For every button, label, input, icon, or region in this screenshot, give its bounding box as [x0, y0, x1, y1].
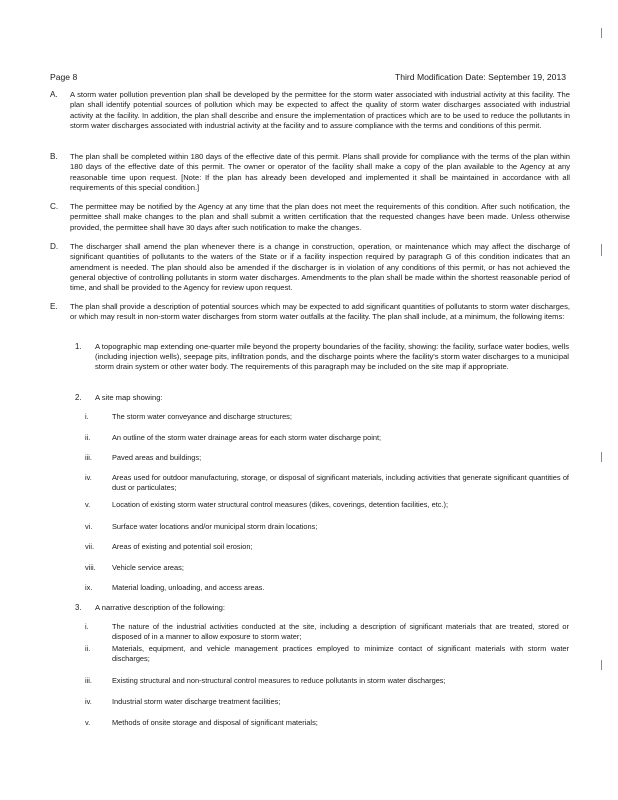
item-text: Vehicle service areas; — [112, 563, 184, 572]
scan-artifact — [601, 244, 602, 256]
item-number: ii. — [85, 644, 91, 653]
item-number: iv. — [85, 473, 92, 482]
item-number: v. — [85, 500, 91, 509]
section-marker: E. — [50, 302, 58, 311]
item-text: Methods of onsite storage and disposal of significant materials; — [112, 718, 318, 727]
item-number: 3. — [75, 603, 82, 612]
item-text: An outline of the storm water drainage areas for each storm water discharge point; — [112, 433, 382, 442]
item-text: Paved areas and buildings; — [112, 453, 202, 462]
item-number: vi. — [85, 522, 93, 531]
item-text: The nature of the industrial activities conducted at the site, including a description of significant materials that are treated, stored or disposed of in a manner to allow exposure to storm water; — [112, 622, 569, 642]
item-text: Materials, equipment, and vehicle management practices employed to minimize contact of significant materials with storm water discharges; — [112, 644, 569, 664]
item-text: Existing structural and non-structural control measures to reduce pollutants in storm water discharges; — [112, 676, 446, 685]
section-marker: C. — [50, 202, 59, 211]
item-text: Location of existing storm water structural control measures (dikes, coverings, detention facilities, etc.); — [112, 500, 449, 509]
item-number: i. — [85, 622, 89, 631]
section-text: The plan shall provide a description of potential sources which may be expected to add significant quantities of pollutants to storm water discharges, or which may result in non-storm water discharges from storm water outfalls at the facility. The plan shall include, at a minimum, the following items: — [70, 302, 570, 322]
item-number: i. — [85, 412, 89, 421]
section-marker: D. — [50, 242, 59, 251]
item-text: A site map showing: — [95, 393, 163, 402]
item-number: ix. — [85, 583, 93, 592]
item-text: Material loading, unloading, and access areas. — [112, 583, 265, 592]
item-number: 2. — [75, 393, 82, 402]
section-text: A storm water pollution prevention plan shall be developed by the permittee for the storm water associated with industrial activity at this facility. The plan shall identify potential sources of pollution which may be expected to affect the quality of storm water discharges associated with industrial activity at the facility. In addition, the plan shall describe and ensure the implementation of practices which are to be used to reduce the pollutants in storm water discharges associated with industrial activity at the facility and to assure compliance with the terms and conditions of this permit. — [70, 90, 570, 130]
item-number: v. — [85, 718, 91, 727]
item-text: Industrial storm water discharge treatment facilities; — [112, 697, 281, 706]
item-number: viii. — [85, 563, 96, 572]
section-text: The permittee may be notified by the Agency at any time that the plan does not meet the requirements of this condition. After such notification, the permittee shall make changes to the plan and shall submit a written certification that the requested changes have been made. Unless otherwise provided, the permittee shall have 30 days after such notification to make the changes. — [70, 202, 570, 232]
item-text: Areas used for outdoor manufacturing, storage, or disposal of significant materials, including activities that generate significant quantities of dust or particulates; — [112, 473, 569, 493]
section-text: The discharger shall amend the plan whenever there is a change in construction, operation, or maintenance which may affect the discharge of significant quantities of pollutants to the waters of the State or if a facility inspection required by paragraph G of this condition indicates that an amendment is needed. The plan should also be amended if the discharger is in violation of any conditions of this permit, or has not achieved the general objective of controlling pollutants in storm water discharges. Amendments to the plan shall be made within the shortest reasonable period of time, and shall be provided to the Agency for review upon request. — [70, 242, 570, 293]
item-text: A topographic map extending one-quarter mile beyond the property boundaries of the facility, showing: the facility, surface water bodies, wells (including injection wells), seepage pits, infiltration ponds, and the discharge points where the facility's storm water discharges to a municipal storm drain system or other water body. The requirements of this paragraph may be included on the site map if appropriate. — [95, 342, 569, 372]
scan-artifact — [601, 452, 602, 462]
item-number: ii. — [85, 433, 91, 442]
section-text: The plan shall be completed within 180 days of the effective date of this permit. Plans shall provide for compliance with the terms of the plan within 180 days of the effective date of this permit. The owner or operator of the facility shall make a copy of the plan available to the Agency at any reasonable time upon request. [Note: If the plan has already been developed and implemented it shall be maintained in accordance with all requirements of this special condition.] — [70, 152, 570, 192]
item-number: 1. — [75, 342, 82, 351]
scan-artifact — [601, 660, 602, 670]
item-text: The storm water conveyance and discharge structures; — [112, 412, 292, 421]
modification-date: Third Modification Date: September 19, 2013 — [394, 72, 566, 82]
scan-artifact — [601, 28, 602, 38]
item-text: A narrative description of the following: — [95, 603, 226, 612]
section-marker: A. — [50, 90, 58, 99]
section-marker: B. — [50, 152, 58, 161]
item-text: Areas of existing and potential soil erosion; — [112, 542, 253, 551]
item-text: Surface water locations and/or municipal storm drain locations; — [112, 522, 318, 531]
item-number: vii. — [85, 542, 95, 551]
page-number: Page 8 — [50, 72, 78, 82]
item-number: iv. — [85, 697, 92, 706]
item-number: iii. — [85, 453, 92, 462]
item-number: iii. — [85, 676, 92, 685]
